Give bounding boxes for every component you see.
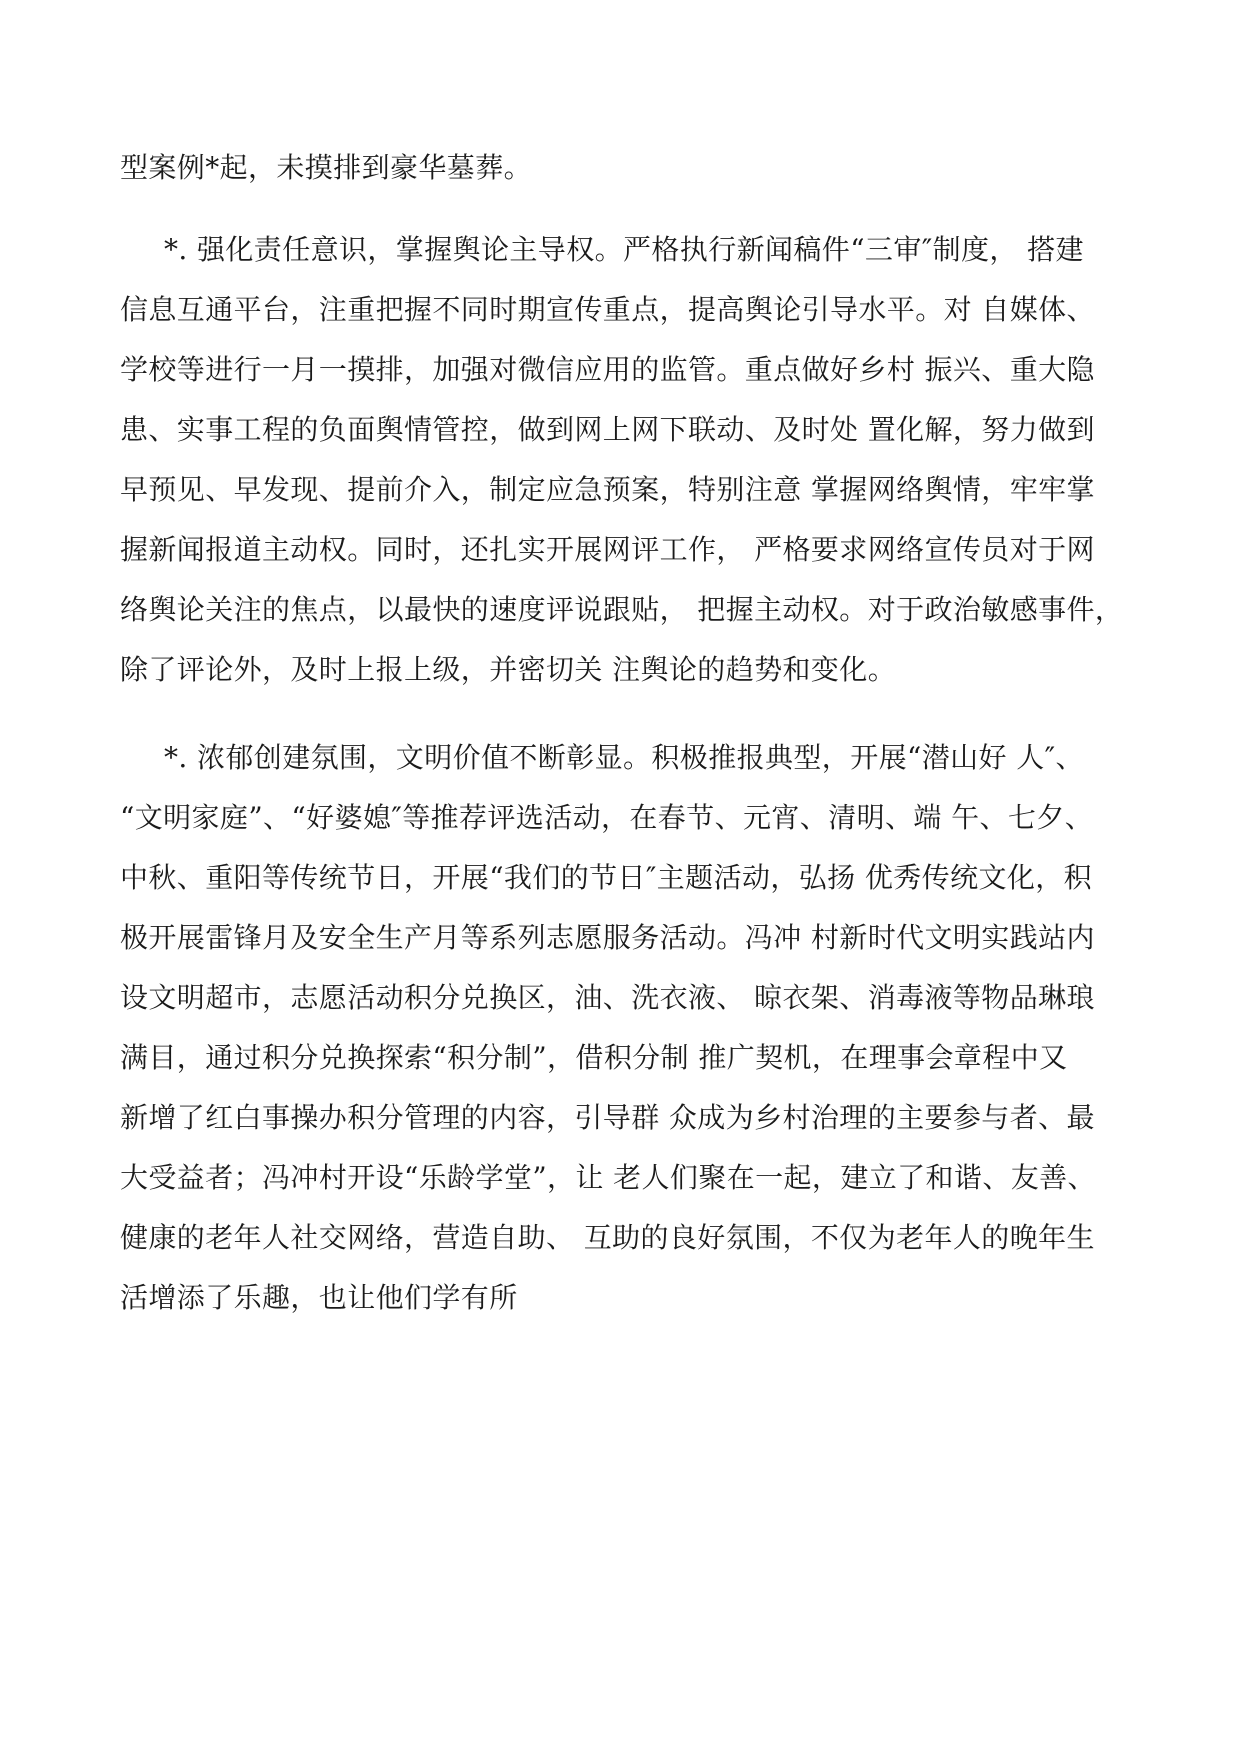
text-line: 新增了红白事操办积分管理的内容，引导群 众成为乡村治理的主要参与者、最 <box>120 1101 1095 1134</box>
paragraph-3 <box>120 728 1130 1328</box>
text-line: 满目，通过积分兑换探索“积分制”，借积分制 推广契机，在理事会章程中又 <box>120 1041 1068 1074</box>
text-line: 健康的老年人社交网络，营造自助、 互助的良好氛围，不仅为老年人的晚年生 <box>120 1221 1095 1254</box>
text-line: 信息互通平台，注重把握不同时期宣传重点，提高舆论引导水平。对 自媒体、 <box>120 293 1095 326</box>
text-line: *. 浓郁创建氛围，文明价值不断彰显。积极推报典型，开展“潜山好 人″、 <box>164 741 1084 774</box>
text-line: 患、实事工程的负面舆情管控，做到网上网下联动、及时处 置化解，努力做到 <box>120 413 1095 446</box>
text-line: *. 强化责任意识，掌握舆论主导权。严格执行新闻稿件“三审″制度， 搭建 <box>164 233 1084 266</box>
text-line: “文明家庭”、“好婆媳″等推荐评选活动，在春节、元宵、清明、端 午、七夕、 <box>120 801 1094 834</box>
text-line: 络舆论关注的焦点，以最快的速度评说跟贴， 把握主动权。对于政治敏感事件， <box>120 593 1124 626</box>
text-line: 握新闻报道主动权。同时，还扎实开展网评工作， 严格要求网络宣传员对于网 <box>120 533 1095 566</box>
paragraph-1 <box>120 138 1130 198</box>
text-line: 大受益者；冯冲村开设“乐龄学堂”，让 老人们聚在一起，建立了和谐、友善、 <box>120 1161 1096 1194</box>
text-line: 中秋、重阳等传统节日，开展“我们的节日″主题活动，弘扬 优秀传统文化，积 <box>120 861 1093 894</box>
text-line: 设文明超市，志愿活动积分兑换区，油、洗衣液、 晾衣架、消毒液等物品琳琅 <box>120 981 1095 1014</box>
text-line: 除了评论外，及时上报上级，并密切关 注舆论的趋势和变化。 <box>120 653 897 686</box>
text-line: 极开展雷锋月及安全生产月等系列志愿服务活动。冯冲 村新时代文明实践站内 <box>120 921 1095 954</box>
text-line: 早预见、早发现、提前介入，制定应急预案，特别注意 掌握网络舆情，牢牢掌 <box>120 473 1095 506</box>
text-line: 型案例*起，未摸排到豪华墓葬。 <box>120 151 533 184</box>
paragraph-2 <box>120 220 1130 700</box>
text-line: 活增添了乐趣，也让他们学有所 <box>120 1281 518 1314</box>
text-line: 学校等进行一月一摸排，加强对微信应用的监管。重点做好乡村 振兴、重大隐 <box>120 353 1095 386</box>
